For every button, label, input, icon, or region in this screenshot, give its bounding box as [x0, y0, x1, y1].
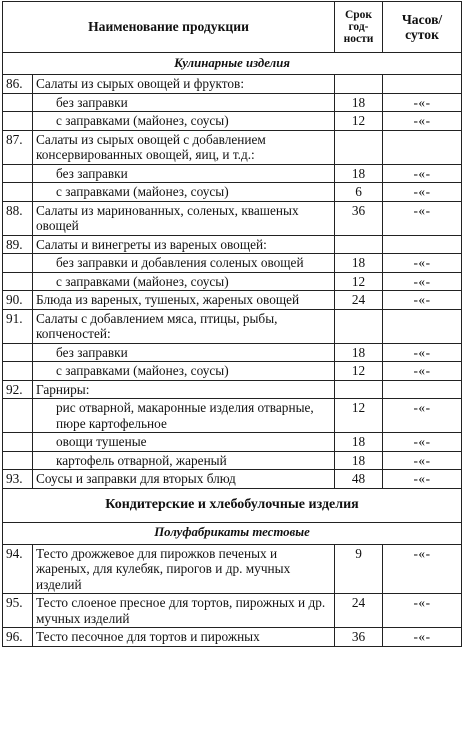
item-number: [3, 254, 33, 273]
table-row: [3, 254, 462, 273]
item-number: [3, 362, 33, 381]
item-term: [335, 309, 383, 343]
table-row: [3, 544, 462, 594]
item-name: без заправки: [33, 343, 335, 362]
item-term: [335, 130, 383, 164]
item-number: 96.: [3, 628, 33, 647]
item-number: 88.: [3, 201, 33, 235]
table-row: [3, 470, 462, 489]
item-term: 12: [335, 399, 383, 433]
item-unit: [383, 130, 462, 164]
item-number: [3, 433, 33, 452]
shelf-life-table: [2, 1, 462, 647]
item-term: [335, 380, 383, 399]
item-unit: -«-: [383, 544, 462, 594]
table-row: [3, 451, 462, 470]
document-page: [2, 1, 461, 730]
section-title-culinary: Кулинарные изделия: [3, 53, 462, 75]
item-term: 6: [335, 183, 383, 202]
table-row: [3, 594, 462, 628]
header-shelf-life-line1: Срок: [344, 9, 373, 21]
table-row: [3, 75, 462, 94]
item-term: [335, 75, 383, 94]
item-term: 36: [335, 201, 383, 235]
item-name: с заправками (майонез, соусы): [33, 272, 335, 291]
item-name: Тесто дрожжевое для пирожков печеных и жареных, для кулебяк, пирогов и др. мучных изделий: [33, 544, 335, 594]
table-row: [3, 93, 462, 112]
item-number: [3, 164, 33, 183]
item-name: Тесто песочное для тортов и пирожных: [33, 628, 335, 647]
item-term: 12: [335, 272, 383, 291]
item-term: 18: [335, 433, 383, 452]
item-term: 24: [335, 291, 383, 310]
table-row: [3, 272, 462, 291]
item-name: с заправками (майонез, соусы): [33, 183, 335, 202]
item-name: Салаты и винегреты из вареных овощей:: [33, 235, 335, 254]
header-shelf-life-line3: ности: [343, 33, 374, 45]
item-number: 94.: [3, 544, 33, 594]
item-unit: [383, 75, 462, 94]
item-number: [3, 343, 33, 362]
item-name: рис отварной, макаронные изделия отварные, пюре картофельное: [33, 399, 335, 433]
item-unit: -«-: [383, 594, 462, 628]
item-unit: -«-: [383, 399, 462, 433]
item-unit: -«-: [383, 201, 462, 235]
item-number: 90.: [3, 291, 33, 310]
item-name: без заправки и добавления соленых овощей: [33, 254, 335, 273]
item-term: 18: [335, 93, 383, 112]
item-term: 18: [335, 451, 383, 470]
table-row: [3, 201, 462, 235]
item-name: овощи тушеные: [33, 433, 335, 452]
item-name: Салаты из маринованных, соленых, квашеных овощей: [33, 201, 335, 235]
table-row: [3, 291, 462, 310]
item-number: 87.: [3, 130, 33, 164]
item-term: 24: [335, 594, 383, 628]
item-number: [3, 183, 33, 202]
item-number: 86.: [3, 75, 33, 94]
item-name: Гарниры:: [33, 380, 335, 399]
table-row: [3, 309, 462, 343]
item-unit: [383, 309, 462, 343]
section-row-confectionery: [3, 488, 462, 522]
item-unit: -«-: [383, 291, 462, 310]
table-header-row: [3, 2, 462, 53]
item-name: с заправками (майонез, соусы): [33, 362, 335, 381]
item-name: Блюда из вареных, тушеных, жареных овощей: [33, 291, 335, 310]
item-number: [3, 112, 33, 131]
item-unit: -«-: [383, 451, 462, 470]
header-unit: Часов/ суток: [383, 2, 462, 53]
item-unit: -«-: [383, 254, 462, 273]
table-row: [3, 399, 462, 433]
item-unit: -«-: [383, 272, 462, 291]
item-name: с заправками (майонез, соусы): [33, 112, 335, 131]
item-number: [3, 93, 33, 112]
table-row: [3, 380, 462, 399]
item-name: Тесто слоеное пресное для тортов, пирожных и др. мучных изделий: [33, 594, 335, 628]
table-row: [3, 362, 462, 381]
item-term: 12: [335, 112, 383, 131]
item-unit: -«-: [383, 93, 462, 112]
header-product-name: Наименование продукции: [3, 2, 335, 53]
item-number: [3, 399, 33, 433]
item-term: 36: [335, 628, 383, 647]
item-unit: -«-: [383, 112, 462, 131]
header-shelf-life: [335, 2, 383, 53]
item-term: 48: [335, 470, 383, 489]
section-row-culinary: [3, 53, 462, 75]
table-row: [3, 235, 462, 254]
item-unit: -«-: [383, 433, 462, 452]
item-term: 12: [335, 362, 383, 381]
item-number: 92.: [3, 380, 33, 399]
table-row: [3, 112, 462, 131]
item-number: [3, 272, 33, 291]
item-name: без заправки: [33, 93, 335, 112]
item-unit: -«-: [383, 343, 462, 362]
item-unit: [383, 380, 462, 399]
item-unit: -«-: [383, 164, 462, 183]
item-term: 18: [335, 343, 383, 362]
item-number: 95.: [3, 594, 33, 628]
table-row: [3, 130, 462, 164]
item-term: [335, 235, 383, 254]
item-number: 93.: [3, 470, 33, 489]
item-number: 91.: [3, 309, 33, 343]
item-number: 89.: [3, 235, 33, 254]
item-name: Салаты с добавлением мяса, птицы, рыбы, копченостей:: [33, 309, 335, 343]
item-name: Салаты из сырых овощей и фруктов:: [33, 75, 335, 94]
section-row-semi-finished: [3, 522, 462, 544]
section-title-confectionery: Кондитерские и хлебобулочные изделия: [3, 488, 462, 522]
item-unit: -«-: [383, 470, 462, 489]
item-term: 18: [335, 254, 383, 273]
item-name: без заправки: [33, 164, 335, 183]
table-row: [3, 628, 462, 647]
table-row: [3, 433, 462, 452]
item-unit: -«-: [383, 628, 462, 647]
item-unit: -«-: [383, 183, 462, 202]
table-row: [3, 183, 462, 202]
item-unit: [383, 235, 462, 254]
item-number: [3, 451, 33, 470]
table-row: [3, 164, 462, 183]
item-name: картофель отварной, жареный: [33, 451, 335, 470]
section-title-semi-finished: Полуфабрикаты тестовые: [3, 522, 462, 544]
item-term: 18: [335, 164, 383, 183]
item-name: Салаты из сырых овощей с добавлением консервированных овощей, яиц, и т.д.:: [33, 130, 335, 164]
item-unit: -«-: [383, 362, 462, 381]
header-shelf-life-line2: год-: [348, 21, 369, 33]
item-name: Соусы и заправки для вторых блюд: [33, 470, 335, 489]
item-term: 9: [335, 544, 383, 594]
table-row: [3, 343, 462, 362]
